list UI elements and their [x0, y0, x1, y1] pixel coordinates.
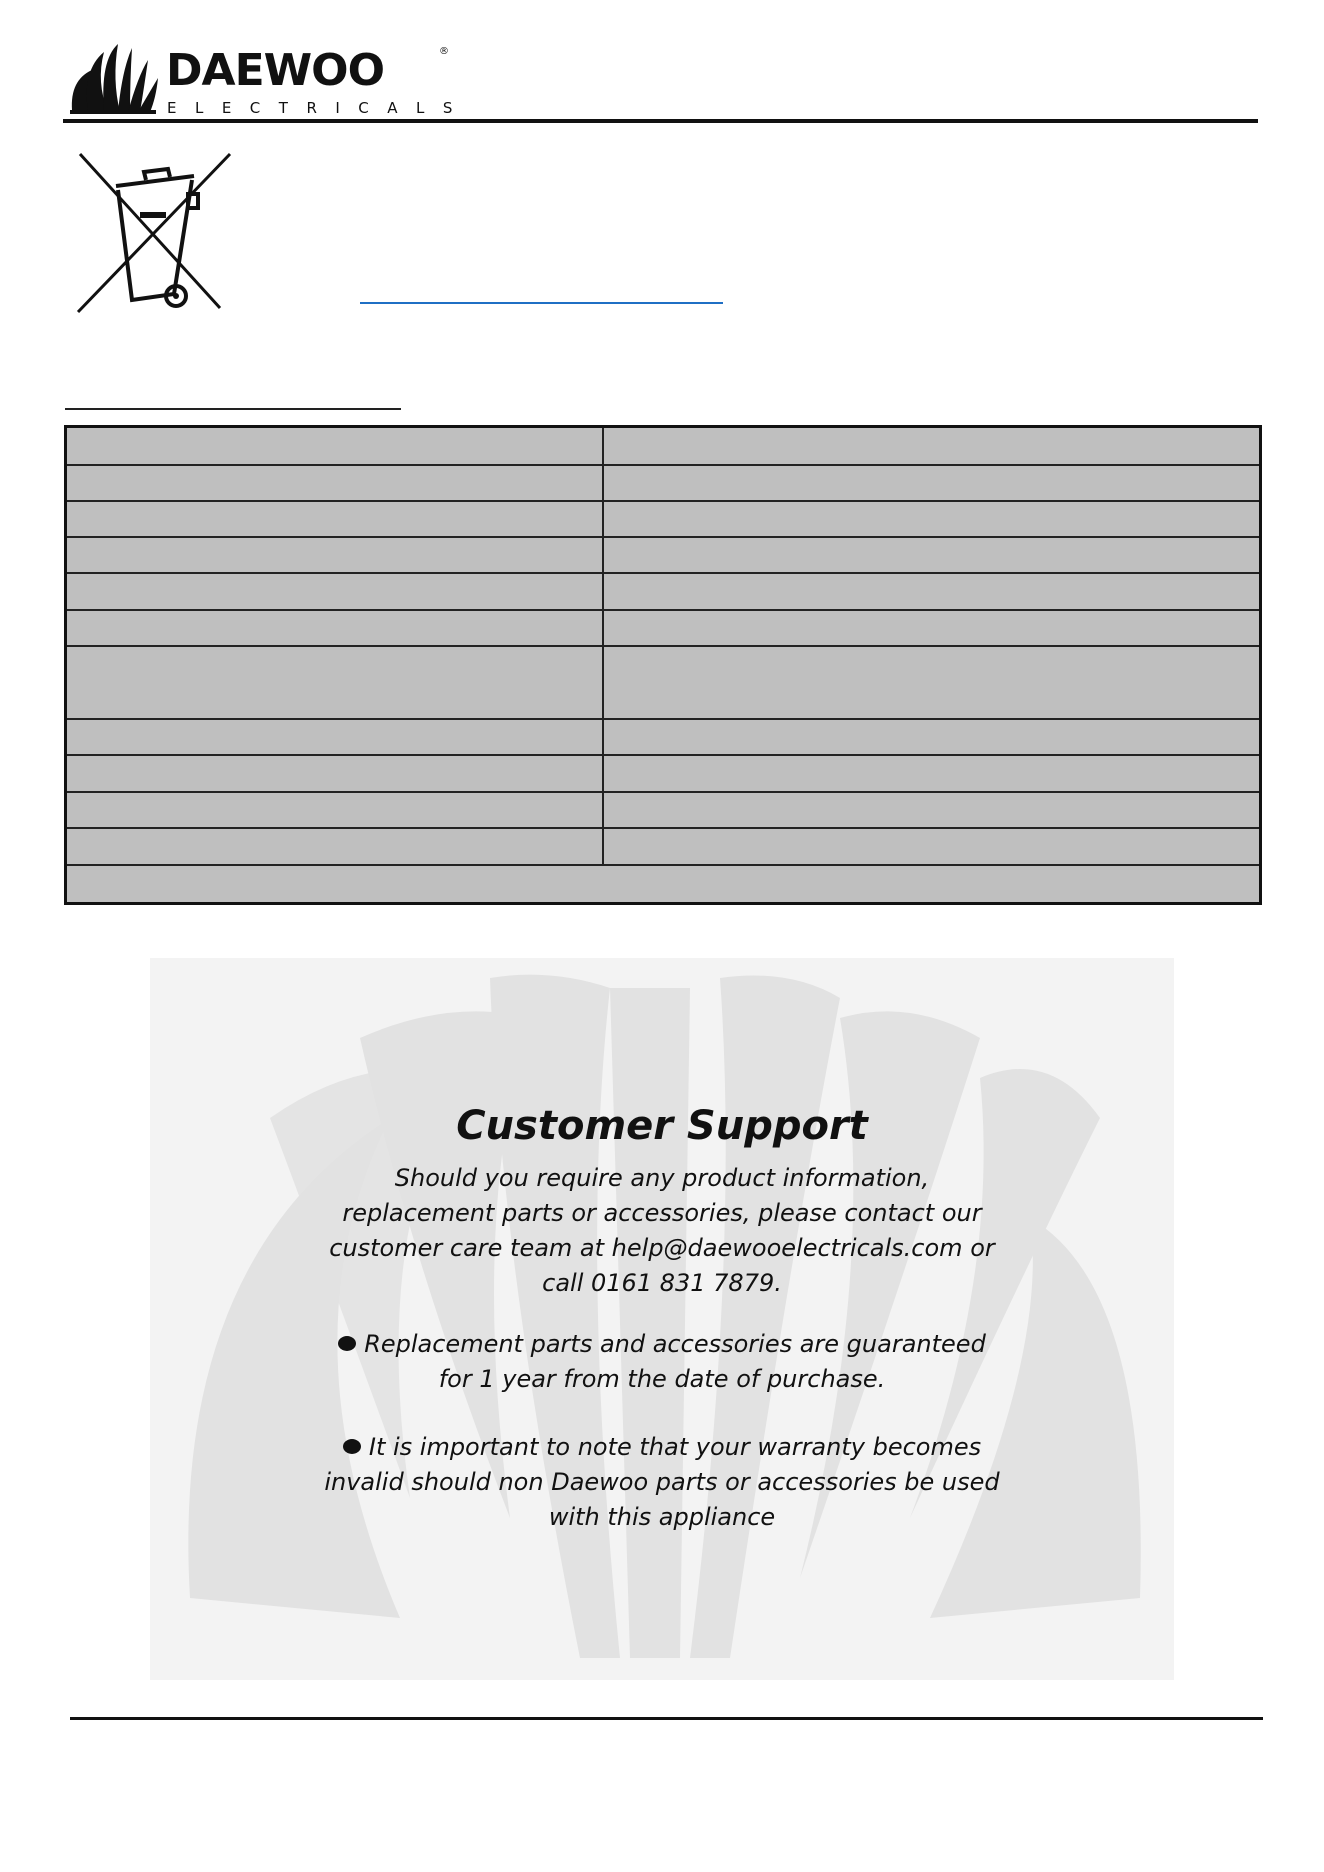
table-cell	[603, 465, 1261, 501]
table-cell	[66, 719, 604, 755]
fan-watermark-icon	[150, 958, 1174, 1680]
support-bullet-line: for 1 year from the date of purchase.	[438, 1365, 886, 1393]
table-cell	[66, 573, 604, 610]
support-bullet	[0, 1327, 1324, 1397]
table-cell	[66, 427, 604, 465]
support-intro	[0, 1161, 1324, 1301]
table-cell	[603, 646, 1261, 719]
support-bullet-line: invalid should non Daewoo parts or accessories be used	[324, 1468, 1000, 1496]
customer-support-panel	[150, 958, 1174, 1680]
bullet-icon	[338, 1336, 356, 1351]
table-row	[66, 501, 1261, 537]
daewoo-logo	[66, 40, 471, 120]
support-bullet-line: Replacement parts and accessories are guaranteed	[364, 1330, 986, 1358]
table-footer-row	[66, 865, 1261, 904]
bullet-icon	[343, 1439, 361, 1454]
table-cell	[603, 573, 1261, 610]
table-cell	[66, 501, 604, 537]
table-row	[66, 427, 1261, 465]
crossed-out-wheelie-bin-icon	[74, 150, 234, 316]
table-cell	[603, 537, 1261, 573]
table-cell	[66, 828, 604, 865]
support-bullet-line: with this appliance	[548, 1503, 776, 1531]
table-row	[66, 719, 1261, 755]
table-cell	[603, 501, 1261, 537]
table-cell	[66, 646, 604, 719]
table-cell	[603, 792, 1261, 828]
support-intro-line: replacement parts or accessories, please contact our	[342, 1199, 982, 1227]
table-cell	[66, 537, 604, 573]
support-intro-line: call 0161 831 7879.	[542, 1269, 782, 1297]
table-row	[66, 573, 1261, 610]
table-cell	[603, 755, 1261, 792]
spec-table	[64, 425, 1262, 905]
table-cell	[66, 755, 604, 792]
table-row	[66, 537, 1261, 573]
table-cell	[603, 719, 1261, 755]
table-cell	[66, 865, 1261, 904]
fan-mark-icon	[70, 44, 158, 114]
support-intro-line: customer care team at help@daewooelectricals.com or	[329, 1234, 995, 1262]
table-row	[66, 646, 1261, 719]
brand-sub: ELECTRICALS	[167, 99, 471, 117]
table-cell	[66, 465, 604, 501]
table-cell	[603, 610, 1261, 646]
weee-link-underline[interactable]	[360, 302, 723, 304]
support-bullet	[0, 1430, 1324, 1535]
section-heading-underline	[65, 408, 401, 410]
support-bullet-line: It is important to note that your warranty becomes	[368, 1433, 982, 1461]
brand-name: DAEWOO	[166, 45, 384, 96]
table-row	[66, 610, 1261, 646]
table-cell	[66, 610, 604, 646]
registered-mark: ®	[439, 46, 449, 57]
footer-rule	[70, 1717, 1263, 1720]
table-row	[66, 828, 1261, 865]
table-cell	[603, 427, 1261, 465]
header-rule	[63, 119, 1258, 123]
support-title: Customer Support	[456, 1103, 868, 1149]
table-cell	[66, 792, 604, 828]
table-cell	[603, 828, 1261, 865]
table-row	[66, 755, 1261, 792]
support-intro-line: Should you require any product information,	[394, 1164, 930, 1192]
table-row	[66, 465, 1261, 501]
table-row	[66, 792, 1261, 828]
